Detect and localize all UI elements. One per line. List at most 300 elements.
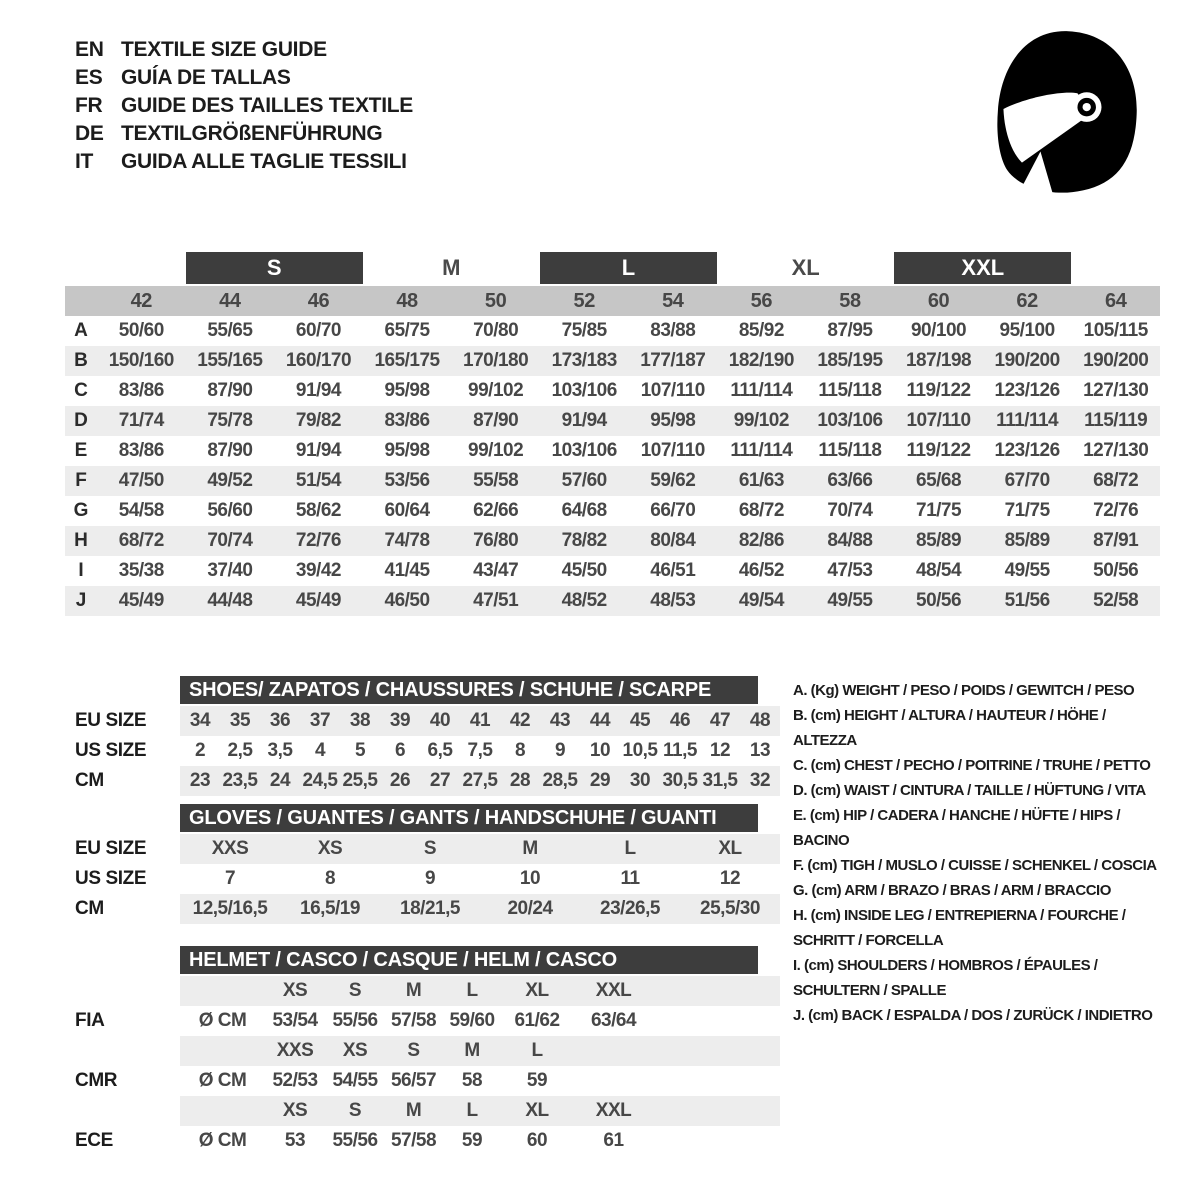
gloves-title-bar: GLOVES / GUANTES / GANTS / HANDSCHUHE / GUANTI — [180, 804, 758, 832]
cell: 115/119 — [1084, 410, 1148, 431]
cell: 165/175 — [374, 350, 440, 371]
cell: L — [466, 1100, 478, 1121]
cell: 50/56 — [916, 590, 962, 611]
cell: 68/72 — [118, 530, 164, 551]
cell: 107/110 — [640, 440, 705, 461]
cell: 30 — [629, 770, 651, 791]
cell: 70/80 — [473, 320, 519, 341]
cell: XL — [525, 980, 549, 1001]
cell: 61/62 — [514, 1010, 560, 1031]
cell: 83/88 — [650, 320, 696, 341]
cell: 39 — [389, 710, 411, 731]
cell: 7,5 — [467, 740, 493, 761]
cell: 55/58 — [473, 470, 519, 491]
cell: 71/75 — [916, 500, 962, 521]
cell: 68/72 — [1093, 470, 1139, 491]
cell: 2,5 — [227, 740, 253, 761]
cell: 25,5 — [342, 770, 378, 791]
cell: 23 — [189, 770, 211, 791]
cell: 85/92 — [738, 320, 784, 341]
cell: 12 — [709, 740, 731, 761]
row-letter: I — [78, 560, 84, 581]
gloves-cm-row — [180, 894, 780, 924]
cell: 49/55 — [1004, 560, 1050, 581]
shoes-title-bar: SHOES/ ZAPATOS / CHAUSSURES / SCHUHE / SCARPE — [180, 676, 758, 704]
cell: 37/40 — [207, 560, 253, 581]
cell: L — [624, 838, 636, 859]
cell: 35/38 — [118, 560, 164, 581]
cell: 59 — [461, 1130, 483, 1151]
cell: 103/106 — [551, 380, 617, 401]
cell: 60 — [526, 1130, 548, 1151]
ece-size-row — [180, 1096, 780, 1126]
cell: 99/102 — [733, 410, 789, 431]
cell: 80/84 — [650, 530, 696, 551]
cell: A. (Kg) WEIGHT / PESO / POIDS / GEWITCH / PESO — [793, 682, 1135, 699]
cell: 9 — [554, 740, 566, 761]
cell: 115/118 — [818, 380, 882, 401]
cell: 103/106 — [551, 440, 617, 461]
cell: 91/94 — [295, 380, 341, 401]
language-title: GUIDA ALLE TAGLIE TESSILI — [121, 150, 407, 173]
cell: 85/89 — [1004, 530, 1050, 551]
language-title-list — [75, 36, 413, 176]
cell: 12,5/16,5 — [192, 898, 268, 919]
shoes-section — [65, 676, 780, 796]
cell: XXS — [276, 1040, 314, 1061]
cell: 53 — [284, 1130, 306, 1151]
cell: S — [423, 838, 437, 859]
cell: XS — [282, 1100, 308, 1121]
cell: 11 — [620, 868, 640, 889]
cell: 39/42 — [295, 560, 341, 581]
row-letter: J — [75, 590, 87, 611]
cell: 47 — [709, 710, 731, 731]
cell: 127/130 — [1083, 440, 1149, 461]
cell: 185/195 — [817, 350, 883, 371]
cell: 37 — [309, 710, 331, 731]
gloves-section — [65, 804, 780, 924]
cell: 38 — [349, 710, 371, 731]
cell: 75/78 — [207, 410, 253, 431]
cell: 11,5 — [663, 740, 697, 761]
cell: 155/165 — [197, 350, 263, 371]
cell: 70/74 — [207, 530, 253, 551]
cell: Ø CM — [198, 1010, 247, 1031]
cell: 46/51 — [650, 560, 696, 581]
language-code: EN — [75, 38, 104, 61]
cell: 66/70 — [650, 500, 696, 521]
cell: 27,5 — [462, 770, 498, 791]
cell: 99/102 — [468, 380, 524, 401]
cell: 36 — [269, 710, 291, 731]
fia-size-row — [180, 976, 780, 1006]
cell: 60/64 — [384, 500, 430, 521]
cell: 160/170 — [285, 350, 352, 371]
cell: S — [348, 980, 362, 1001]
cell — [180, 1096, 265, 1126]
helmet-section — [65, 946, 780, 1156]
cell: 4 — [314, 740, 326, 761]
cell: 54/55 — [332, 1070, 378, 1091]
cell: 52/58 — [1093, 590, 1139, 611]
cell: 173/183 — [551, 350, 617, 371]
cell: 190/200 — [994, 350, 1060, 371]
cell: L — [466, 980, 478, 1001]
cell: 57/58 — [390, 1130, 437, 1151]
cell: 111/114 — [730, 440, 793, 461]
language-row — [75, 36, 413, 64]
language-title: TEXTILGRÖßENFÜHRUNG — [121, 122, 383, 145]
cell: 50/56 — [1093, 560, 1139, 581]
cell: 52/53 — [272, 1070, 318, 1091]
cell: G. (cm) ARM / BRAZO / BRAS / ARM / BRACCIO — [793, 882, 1111, 899]
cell: 111/114 — [730, 380, 793, 401]
cell: D. (cm) WAIST / CINTURA / TAILLE / HÜFTUNG / VITA — [793, 782, 1146, 799]
language-code: ES — [75, 66, 103, 89]
cell: 68/72 — [738, 500, 784, 521]
cell: 16,5/19 — [300, 898, 360, 919]
cell: 3,5 — [267, 740, 293, 761]
cell: 182/190 — [728, 350, 794, 371]
cell: 64 — [1104, 290, 1127, 312]
cell: 82/86 — [738, 530, 784, 551]
cell: 8 — [514, 740, 526, 761]
cell: 107/110 — [906, 410, 971, 431]
shoes-eu-row — [180, 706, 780, 736]
language-title: GUIDE DES TAILLES TEXTILE — [121, 94, 413, 117]
us-size-label: US SIZE — [75, 868, 147, 889]
cell: 5 — [354, 740, 366, 761]
cell: 62/66 — [473, 500, 519, 521]
shoes-cm-row — [180, 766, 780, 796]
language-row — [75, 148, 413, 176]
gloves-us-row — [180, 864, 780, 894]
cell: 45/50 — [561, 560, 607, 581]
gloves-row-labels — [65, 804, 180, 924]
cell: XS — [282, 980, 308, 1001]
cell: 8 — [324, 868, 336, 889]
cell: 57/58 — [390, 1010, 437, 1031]
cell: 83/86 — [384, 410, 430, 431]
cell: Ø CM — [198, 1070, 247, 1091]
cell: 177/187 — [640, 350, 706, 371]
cell: 58 — [839, 290, 861, 312]
cell: 150/160 — [108, 350, 174, 371]
cell: S — [407, 1040, 420, 1061]
cell: 61 — [603, 1130, 624, 1151]
cell: 6 — [394, 740, 406, 761]
table-row-g — [65, 496, 1160, 526]
ece-label: ECE — [75, 1130, 113, 1151]
cell: 60/70 — [295, 320, 341, 341]
cell: J. (cm) BACK / ESPALDA / DOS / ZURÜCK / INDIETRO — [793, 1007, 1153, 1024]
cell: 40 — [429, 710, 451, 731]
size-group-xl: XL — [791, 255, 820, 280]
eu-size-label: EU SIZE — [75, 838, 147, 859]
cell: 107/110 — [640, 380, 705, 401]
shoes-row-labels — [65, 676, 180, 796]
cell: 48/54 — [916, 560, 962, 581]
cell: 50/60 — [118, 320, 164, 341]
language-row — [75, 64, 413, 92]
cell: 123/126 — [994, 440, 1060, 461]
cell: 87/90 — [207, 380, 253, 401]
cell: 13 — [749, 740, 771, 761]
cell: 44 — [589, 710, 611, 731]
cell: 54 — [662, 290, 684, 312]
cell: 30,5 — [662, 770, 698, 791]
cell: 76/80 — [473, 530, 519, 551]
cell: 27 — [429, 770, 451, 791]
cell: 84/88 — [827, 530, 873, 551]
cell: 71/75 — [1004, 500, 1050, 521]
row-letter: E — [74, 440, 88, 461]
cell: S — [348, 1100, 362, 1121]
cell: 79/82 — [295, 410, 341, 431]
cell: 25,5/30 — [700, 898, 760, 919]
cell: 42 — [509, 710, 531, 731]
language-row — [75, 120, 413, 148]
table-row-f — [65, 466, 1160, 496]
size-number-row — [65, 286, 1160, 316]
cell: 87/95 — [827, 320, 873, 341]
cell: 31,5 — [702, 770, 738, 791]
cell: 85/89 — [916, 530, 962, 551]
language-title: GUÍA DE TALLAS — [121, 66, 291, 89]
cell: 87/90 — [207, 440, 253, 461]
cell: 45 — [629, 710, 651, 731]
cell: 58 — [461, 1070, 483, 1091]
cell: 47/50 — [118, 470, 164, 491]
cell: 56/60 — [207, 500, 253, 521]
cmr-value-row — [180, 1066, 780, 1096]
cell: 28 — [509, 770, 531, 791]
cell: I. (cm) SHOULDERS / HOMBROS / ÉPAULES / SCHULTERN / SPALLE — [793, 957, 1098, 999]
cell: 56 — [750, 290, 773, 312]
language-code: IT — [75, 150, 94, 173]
cell: 24 — [269, 770, 291, 791]
cell: 32 — [749, 770, 771, 791]
eu-size-label: EU SIZE — [75, 710, 147, 731]
cell: 46 — [307, 290, 330, 312]
cell: 105/115 — [1083, 320, 1148, 341]
size-group-header-row — [65, 252, 1160, 286]
cmr-size-row — [180, 1036, 780, 1066]
fia-label: FIA — [75, 1010, 105, 1031]
cell: 20/24 — [507, 898, 553, 919]
cell: 46 — [669, 710, 691, 731]
cell: 47/53 — [827, 560, 873, 581]
cell: 95/100 — [999, 320, 1055, 341]
cell: 190/200 — [1083, 350, 1149, 371]
cell: 7 — [224, 868, 236, 889]
cell: 56/57 — [390, 1070, 437, 1091]
cell: 103/106 — [817, 410, 883, 431]
cell: H. (cm) INSIDE LEG / ENTREPIERNA / FOURCHE / SCHRITT / FORCELLA — [793, 907, 1126, 949]
size-group-xxl: XXL — [894, 252, 1071, 284]
cell: 44/48 — [207, 590, 253, 611]
cell: 54/58 — [118, 500, 164, 521]
cell: 111/114 — [996, 410, 1059, 431]
cell: 78/82 — [561, 530, 607, 551]
helmet-standard-labels — [65, 946, 180, 1156]
cell: 170/180 — [463, 350, 529, 371]
cell: 48/53 — [650, 590, 696, 611]
cell: 65/68 — [916, 470, 962, 491]
racing-helmet-icon — [972, 22, 1157, 212]
cell: 34 — [189, 710, 211, 731]
size-group-m: M — [442, 255, 461, 280]
cell: XXL — [595, 980, 632, 1001]
cell: C. (cm) CHEST / PECHO / POITRINE / TRUHE / PETTO — [793, 757, 1151, 774]
shoes-us-row — [180, 736, 780, 766]
cell: 83/86 — [118, 440, 164, 461]
cell: 127/130 — [1083, 380, 1149, 401]
row-letter: G — [73, 500, 89, 521]
table-row-a — [65, 316, 1160, 346]
cell: 53/54 — [272, 1010, 318, 1031]
cell: 63/66 — [827, 470, 873, 491]
cell: 123/126 — [994, 380, 1060, 401]
cell: 63/64 — [590, 1010, 637, 1031]
table-row-d — [65, 406, 1160, 436]
cell: 119/122 — [906, 440, 971, 461]
table-row-c — [65, 376, 1160, 406]
corner-spacer — [65, 286, 97, 316]
cell: 91/94 — [561, 410, 607, 431]
cell: 48/52 — [561, 590, 607, 611]
cell — [572, 1066, 655, 1096]
cell: 95/98 — [650, 410, 696, 431]
cell: 65/75 — [384, 320, 430, 341]
cell: Ø CM — [198, 1130, 247, 1151]
cell: 57/60 — [561, 470, 607, 491]
cell: 6,5 — [427, 740, 453, 761]
cell: 59/60 — [449, 1010, 495, 1031]
table-row-e — [65, 436, 1160, 466]
helmet-title-bar: HELMET / CASCO / CASQUE / HELM / CASCO — [180, 946, 758, 974]
cell: 44 — [219, 290, 241, 312]
cell: 29 — [589, 770, 611, 791]
cell: 60 — [927, 290, 950, 312]
cell: 55/56 — [332, 1130, 378, 1151]
cell: XL — [525, 1100, 549, 1121]
cell: 95/98 — [384, 380, 430, 401]
cell: 48 — [749, 710, 771, 731]
cell: 90/100 — [910, 320, 967, 341]
language-row — [75, 92, 413, 120]
table-row-b — [65, 346, 1160, 376]
cell: 75/85 — [561, 320, 607, 341]
cell — [180, 976, 265, 1006]
cell: 48 — [396, 290, 418, 312]
cell: XS — [342, 1040, 368, 1061]
cell: 119/122 — [906, 380, 971, 401]
cell: 99/102 — [468, 440, 524, 461]
cell: 187/198 — [905, 350, 972, 371]
cell: 61/63 — [738, 470, 784, 491]
cell: 10,5 — [622, 740, 658, 761]
language-code: FR — [75, 94, 103, 117]
textile-size-table — [65, 252, 1160, 616]
cell: 18/21,5 — [400, 898, 460, 919]
cell: 72/76 — [295, 530, 341, 551]
table-row-j — [65, 586, 1160, 616]
cell: B. (cm) HEIGHT / ALTURA / HAUTEUR / HÖHE / ALTEZZA — [793, 707, 1106, 749]
cell: XXS — [211, 838, 249, 859]
cell: 74/78 — [384, 530, 430, 551]
cell: 49/55 — [827, 590, 873, 611]
cell: 47/51 — [473, 590, 519, 611]
cell: XL — [718, 838, 742, 859]
cell: 2 — [194, 740, 206, 761]
us-size-label: US SIZE — [75, 740, 147, 761]
cell: 67/70 — [1004, 470, 1050, 491]
gloves-eu-row — [180, 834, 780, 864]
cell: 53/56 — [384, 470, 430, 491]
cell: 28,5 — [542, 770, 578, 791]
table-row-h — [65, 526, 1160, 556]
cell: 43/47 — [473, 560, 519, 581]
cell: E. (cm) HIP / CADERA / HANCHE / HÜFTE / HIPS / BACINO — [793, 807, 1121, 849]
size-group-l: L — [540, 252, 717, 284]
fia-value-row — [180, 1006, 780, 1036]
row-letter: C — [74, 380, 88, 401]
cell: 10 — [519, 868, 541, 889]
cell: M — [464, 1040, 480, 1061]
cell: 24,5 — [302, 770, 338, 791]
size-group-s: S — [186, 252, 363, 284]
cell: 43 — [549, 710, 571, 731]
cell: M — [522, 838, 538, 859]
cell: 49/52 — [207, 470, 253, 491]
cell: 35 — [229, 710, 251, 731]
cell: 71/74 — [118, 410, 164, 431]
cell: 55/65 — [207, 320, 253, 341]
cmr-label: CMR — [75, 1070, 118, 1091]
cell: 91/94 — [295, 440, 341, 461]
cell: 26 — [389, 770, 411, 791]
cell: 49/54 — [738, 590, 784, 611]
cell: 55/56 — [332, 1010, 378, 1031]
cell: M — [405, 1100, 422, 1121]
language-title: TEXTILE SIZE GUIDE — [121, 38, 327, 61]
cell: 10 — [589, 740, 611, 761]
cell: 59 — [526, 1070, 548, 1091]
language-code: DE — [75, 122, 104, 145]
cell: 45/49 — [295, 590, 341, 611]
row-letter: A — [74, 320, 88, 341]
cell: 45/49 — [118, 590, 164, 611]
cell: XXL — [595, 1100, 632, 1121]
table-row-i — [65, 556, 1160, 586]
row-letter: H — [74, 530, 88, 551]
cell: 58/62 — [295, 500, 341, 521]
cell: 70/74 — [827, 500, 873, 521]
row-letter: B — [74, 350, 88, 371]
cell: 41/45 — [384, 560, 430, 581]
cell: 83/86 — [118, 380, 164, 401]
cell: M — [405, 980, 422, 1001]
cm-label: CM — [75, 770, 104, 791]
cell: 9 — [424, 868, 436, 889]
cell: 46/50 — [384, 590, 430, 611]
cell: 23,5 — [222, 770, 258, 791]
ece-value-row — [180, 1126, 780, 1156]
cell: 62 — [1016, 290, 1038, 312]
cell: 23/26,5 — [600, 898, 660, 919]
